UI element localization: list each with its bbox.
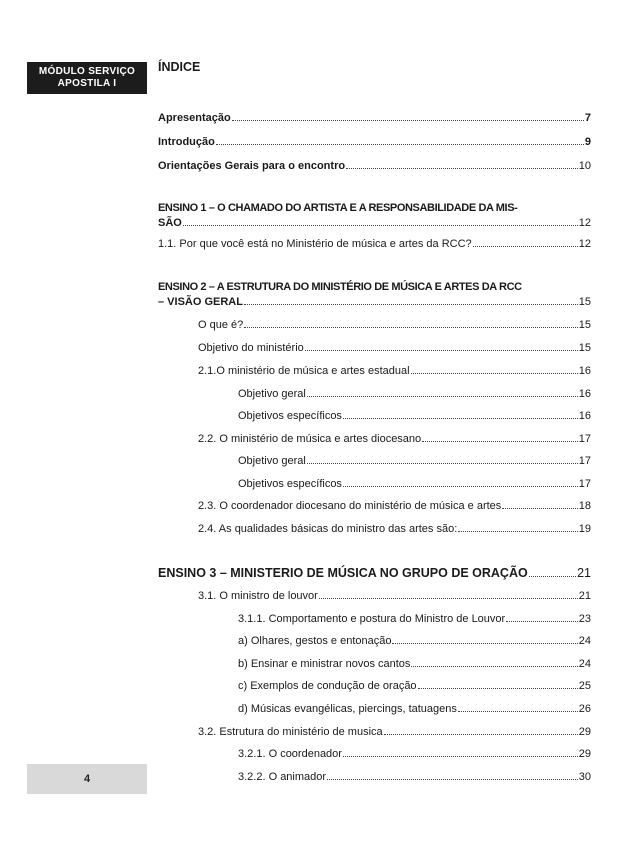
toc-entry[interactable] bbox=[158, 135, 591, 150]
toc-entry-label: c) Exemplos de condução de oração bbox=[238, 680, 417, 692]
page-number: 4 bbox=[27, 764, 147, 794]
toc-entry-label: 2.4. As qualidades básicas do ministro das artes são: bbox=[198, 523, 458, 535]
toc-entry-label: 3.1.1. Comportamento e postura do Ministro de Louvor bbox=[238, 613, 506, 625]
toc-entry-label: Orientações Gerais para o encontro bbox=[158, 160, 346, 172]
module-label-line1: MÓDULO SERVIÇO bbox=[38, 66, 136, 77]
toc-entry[interactable] bbox=[158, 159, 591, 174]
toc-entry[interactable] bbox=[198, 589, 591, 604]
toc-entry-page: 16 bbox=[578, 410, 591, 422]
toc-leader bbox=[307, 395, 578, 397]
toc-leader bbox=[418, 687, 578, 689]
toc-entry-label: b) Ensinar e ministrar novos cantos bbox=[238, 658, 411, 670]
toc-entry[interactable] bbox=[158, 237, 591, 252]
toc-entry-page: 16 bbox=[578, 365, 591, 377]
toc-entry-page: 9 bbox=[584, 136, 591, 148]
toc-entry-label: SÃO bbox=[158, 217, 182, 229]
toc-entry-label: O que é? bbox=[198, 319, 244, 331]
toc-entry-page: 10 bbox=[578, 160, 591, 172]
toc-leader bbox=[411, 665, 577, 667]
toc-entry-label: ENSINO 3 – MINISTERIO DE MÚSICA NO GRUPO DE ORAÇÃO bbox=[158, 566, 528, 580]
toc-leader bbox=[458, 530, 577, 532]
toc-entry[interactable] bbox=[238, 612, 591, 627]
toc-entry-label: Introdução bbox=[158, 136, 215, 148]
toc-leader bbox=[506, 620, 578, 622]
toc-entry-page: 21 bbox=[578, 590, 591, 602]
toc-entry-page: 15 bbox=[578, 296, 591, 308]
toc-entry[interactable] bbox=[238, 477, 591, 492]
toc-entry[interactable] bbox=[238, 409, 591, 424]
toc-entry-page: 26 bbox=[578, 703, 591, 715]
toc-entry-page: 12 bbox=[578, 217, 591, 229]
toc-entry-page: 19 bbox=[578, 523, 591, 535]
toc-leader bbox=[305, 349, 578, 351]
toc-leader bbox=[244, 326, 577, 328]
toc-entry-page: 17 bbox=[578, 455, 591, 467]
toc-entry-label: a) Olhares, gestos e entonação bbox=[238, 635, 392, 647]
toc-entry-label: 3.2.1. O coordenador bbox=[238, 748, 342, 760]
toc-entry-page: 24 bbox=[578, 658, 591, 670]
toc-entry-page: 15 bbox=[578, 319, 591, 331]
toc-entry-label: 3.2.2. O animador bbox=[238, 771, 327, 783]
toc-entry-page: 29 bbox=[578, 726, 591, 738]
toc-entry-label: 2.2. O ministério de música e artes diocesano bbox=[198, 433, 422, 445]
toc-entry-page: 17 bbox=[578, 433, 591, 445]
module-label-box bbox=[27, 62, 147, 94]
toc-leader bbox=[319, 597, 578, 599]
toc-entry[interactable] bbox=[238, 747, 591, 762]
toc-entry-label: d) Músicas evangélicas, piercings, tatuagens bbox=[238, 703, 457, 715]
toc-entry[interactable] bbox=[238, 387, 591, 402]
toc-entry-page: 23 bbox=[578, 613, 591, 625]
toc-leader bbox=[346, 167, 578, 169]
toc-entry[interactable] bbox=[238, 770, 591, 785]
toc-entry[interactable] bbox=[238, 702, 591, 717]
toc-entry[interactable] bbox=[158, 566, 591, 581]
toc-entry-label: Objetivo do ministério bbox=[198, 342, 304, 354]
toc-leader bbox=[411, 372, 578, 374]
toc-entry-page: 18 bbox=[578, 500, 591, 512]
toc-entry[interactable] bbox=[198, 364, 591, 379]
toc-entry-page: 12 bbox=[578, 238, 591, 250]
toc-entry[interactable] bbox=[238, 657, 591, 672]
toc-leader bbox=[327, 778, 578, 780]
toc-leader bbox=[422, 440, 578, 442]
toc-entry-label: Objetivo geral bbox=[238, 388, 306, 400]
toc-entry[interactable] bbox=[198, 499, 591, 514]
toc-entry[interactable] bbox=[198, 341, 591, 356]
toc-entry[interactable] bbox=[158, 295, 591, 310]
toc-entry[interactable] bbox=[238, 679, 591, 694]
toc-entry-label: 1.1. Por que você está no Ministério de música e artes da RCC? bbox=[158, 238, 472, 250]
toc-entry-label: Objetivos específicos bbox=[238, 478, 342, 490]
toc-leader bbox=[529, 575, 576, 577]
toc-leader bbox=[244, 303, 578, 305]
toc-leader bbox=[232, 119, 584, 121]
toc-entry-page: 17 bbox=[578, 478, 591, 490]
toc-entry[interactable] bbox=[158, 216, 591, 231]
toc-leader bbox=[392, 642, 577, 644]
toc-leader bbox=[307, 462, 578, 464]
toc-entry-page: 15 bbox=[578, 342, 591, 354]
toc-entry-label: 2.3. O coordenador diocesano do ministério de música e artes bbox=[198, 500, 502, 512]
toc-entry[interactable] bbox=[198, 318, 591, 333]
toc-leader bbox=[343, 417, 578, 419]
module-label-line2: APOSTILA I bbox=[57, 78, 117, 89]
toc-entry-page: 24 bbox=[578, 635, 591, 647]
page-title: ÍNDICE bbox=[158, 60, 201, 74]
toc-entry-page: 21 bbox=[577, 566, 591, 580]
toc-entry[interactable] bbox=[198, 522, 591, 537]
toc-entry-page: 25 bbox=[578, 680, 591, 692]
toc-entry[interactable] bbox=[198, 725, 591, 740]
toc-entry-label: 2.1.O ministério de música e artes estadual bbox=[198, 365, 410, 377]
toc-leader bbox=[384, 733, 578, 735]
toc-entry-label: Apresentação bbox=[158, 112, 231, 124]
toc-entry[interactable] bbox=[158, 111, 591, 126]
toc-entry[interactable] bbox=[238, 454, 591, 469]
toc-entry-page: 29 bbox=[578, 748, 591, 760]
toc-entry-page: 16 bbox=[578, 388, 591, 400]
toc-leader bbox=[343, 755, 578, 757]
toc-leader bbox=[216, 143, 584, 145]
toc-entry-label: Objetivo geral bbox=[238, 455, 306, 467]
toc-leader bbox=[183, 224, 578, 226]
toc-entry-page: 30 bbox=[578, 771, 591, 783]
toc-entry[interactable] bbox=[238, 634, 591, 649]
toc-entry[interactable] bbox=[198, 432, 591, 447]
toc-entry-label: 3.2. Estrutura do ministério de musica bbox=[198, 726, 383, 738]
toc-section-heading: ENSINO 1 – O CHAMADO DO ARTISTA E A RESPONSABILIDADE DA MIS- bbox=[158, 202, 518, 214]
toc-section-heading: ENSINO 2 – A ESTRUTURA DO MINISTÉRIO DE MÚSICA E ARTES DA RCC bbox=[158, 281, 522, 293]
toc-leader bbox=[458, 710, 578, 712]
toc-entry-label: Objetivos específicos bbox=[238, 410, 342, 422]
toc-entry-page: 7 bbox=[584, 112, 591, 124]
toc-entry-label: 3.1. O ministro de louvor bbox=[198, 590, 318, 602]
toc-leader bbox=[502, 507, 577, 509]
toc-entry-label: – VISÃO GERAL bbox=[158, 296, 243, 308]
toc-leader bbox=[343, 485, 578, 487]
toc-leader bbox=[473, 245, 578, 247]
